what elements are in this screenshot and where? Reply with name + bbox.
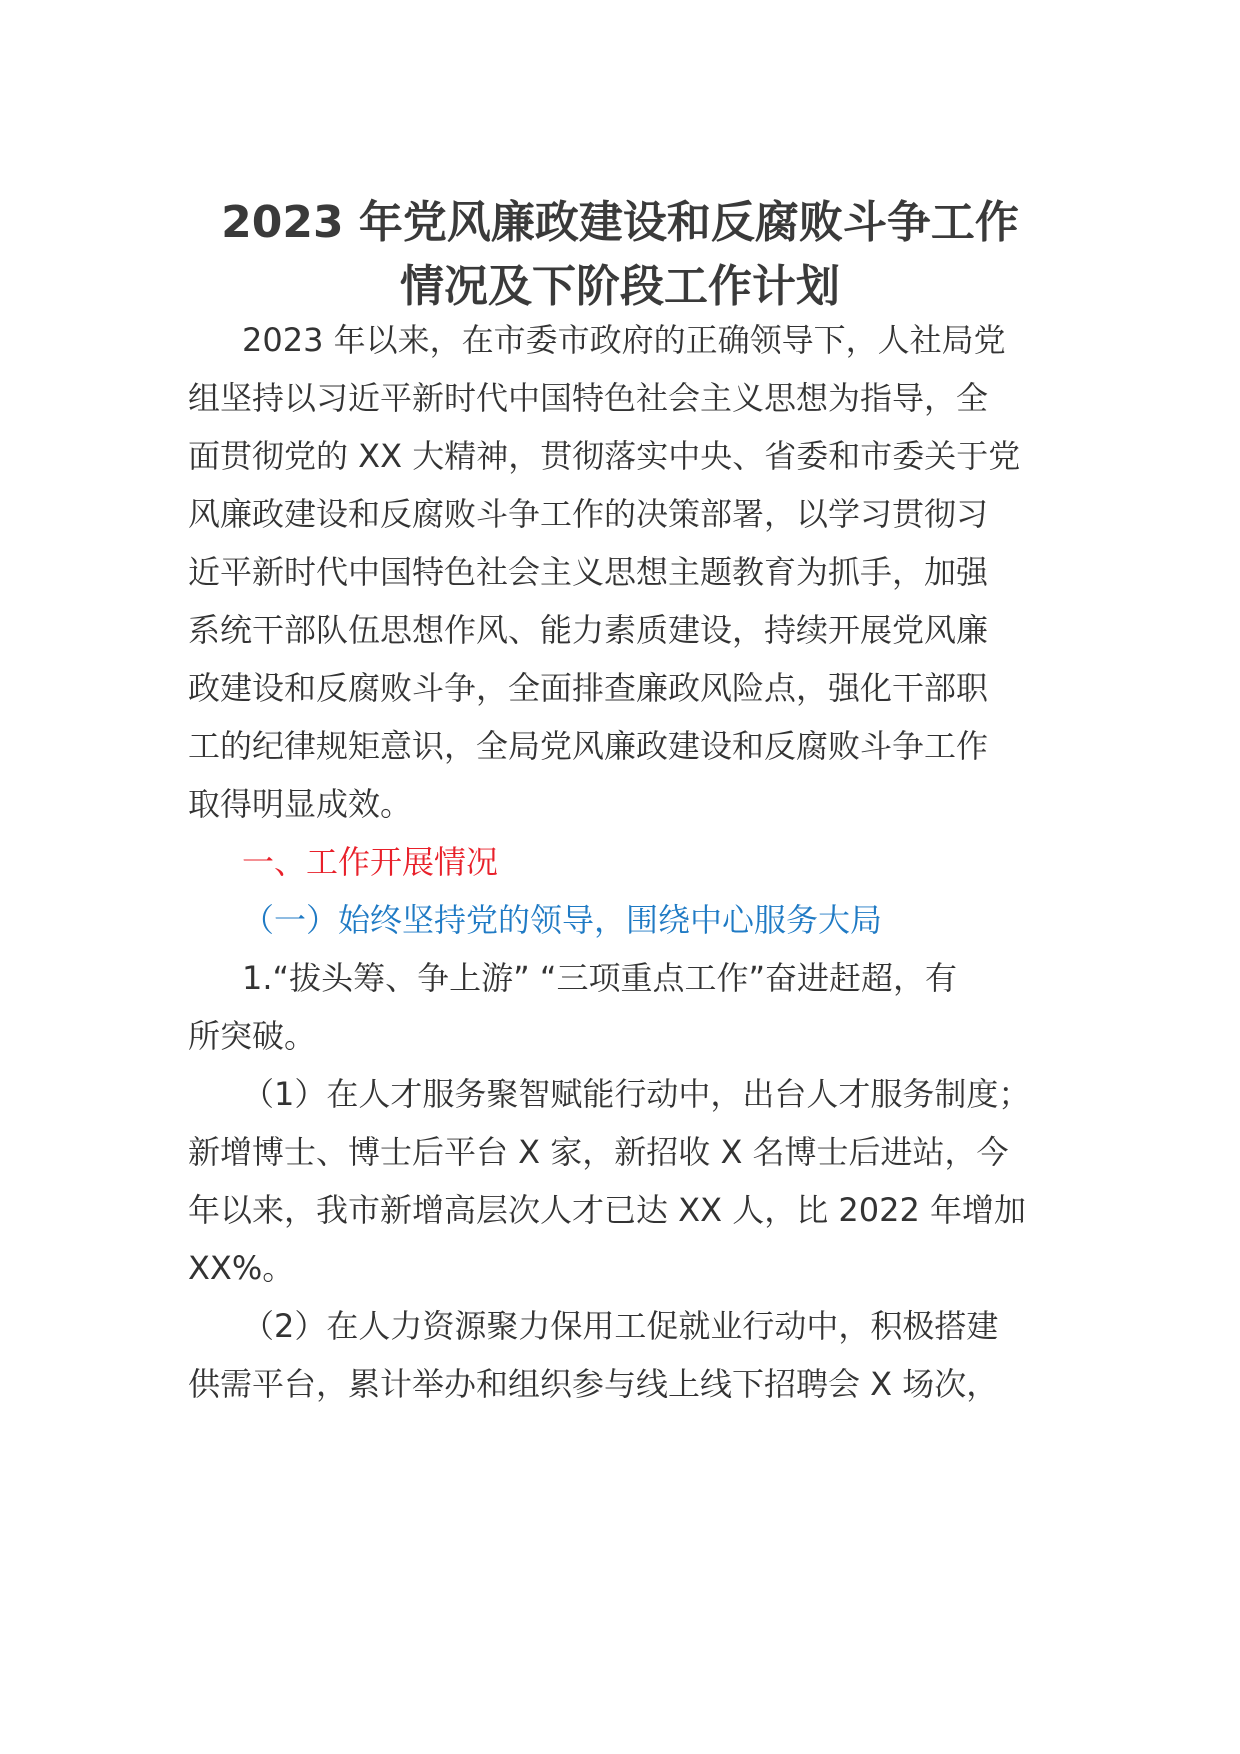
intro-line: 组坚持以习近平新时代中国特色社会主义思想为指导，全	[188, 379, 989, 417]
intro-line: 2023 年以来，在市委市政府的正确领导下，人社局党	[242, 321, 1006, 359]
item-line: 新增博士、博士后平台 X 家，新招收 X 名博士后进站，今	[188, 1133, 1009, 1171]
document-title-line-1: 2023 年党风廉政建设和反腐败斗争工作	[221, 197, 1019, 248]
item-line: XX%。	[188, 1249, 295, 1287]
item-line: 供需平台，累计举办和组织参与线上线下招聘会 X 场次，	[188, 1365, 999, 1403]
section-heading-1: 一、工作开展情况	[242, 843, 499, 881]
intro-line: 面贯彻党的 XX 大精神，贯彻落实中央、省委和市委关于党	[188, 437, 1021, 475]
document-title-line-2: 情况及下阶段工作计划	[400, 261, 840, 312]
intro-line: 风廉政建设和反腐败斗争工作的决策部署，以学习贯彻习	[188, 495, 989, 533]
item-line: 所突破。	[188, 1017, 317, 1055]
item-line: （1）在人才服务聚智赋能行动中，出台人才服务制度；	[242, 1075, 1031, 1113]
item-line: 1.“拔头筹、争上游” “三项重点工作”奋进赶超，有	[242, 959, 958, 997]
intro-line: 取得明显成效。	[188, 785, 413, 823]
intro-line: 工的纪律规矩意识，全局党风廉政建设和反腐败斗争工作	[188, 727, 989, 765]
subsection-heading-1: （一）始终坚持党的领导，围绕中心服务大局	[242, 901, 883, 939]
intro-line: 近平新时代中国特色社会主义思想主题教育为抓手，加强	[188, 553, 989, 591]
intro-line: 政建设和反腐败斗争，全面排查廉政风险点，强化干部职	[188, 669, 989, 707]
item-line: 年以来，我市新增高层次人才已达 XX 人，比 2022 年增加	[188, 1191, 1026, 1229]
item-line: （2）在人力资源聚力保用工促就业行动中，积极搭建	[242, 1307, 999, 1345]
intro-line: 系统干部队伍思想作风、能力素质建设，持续开展党风廉	[188, 611, 989, 649]
